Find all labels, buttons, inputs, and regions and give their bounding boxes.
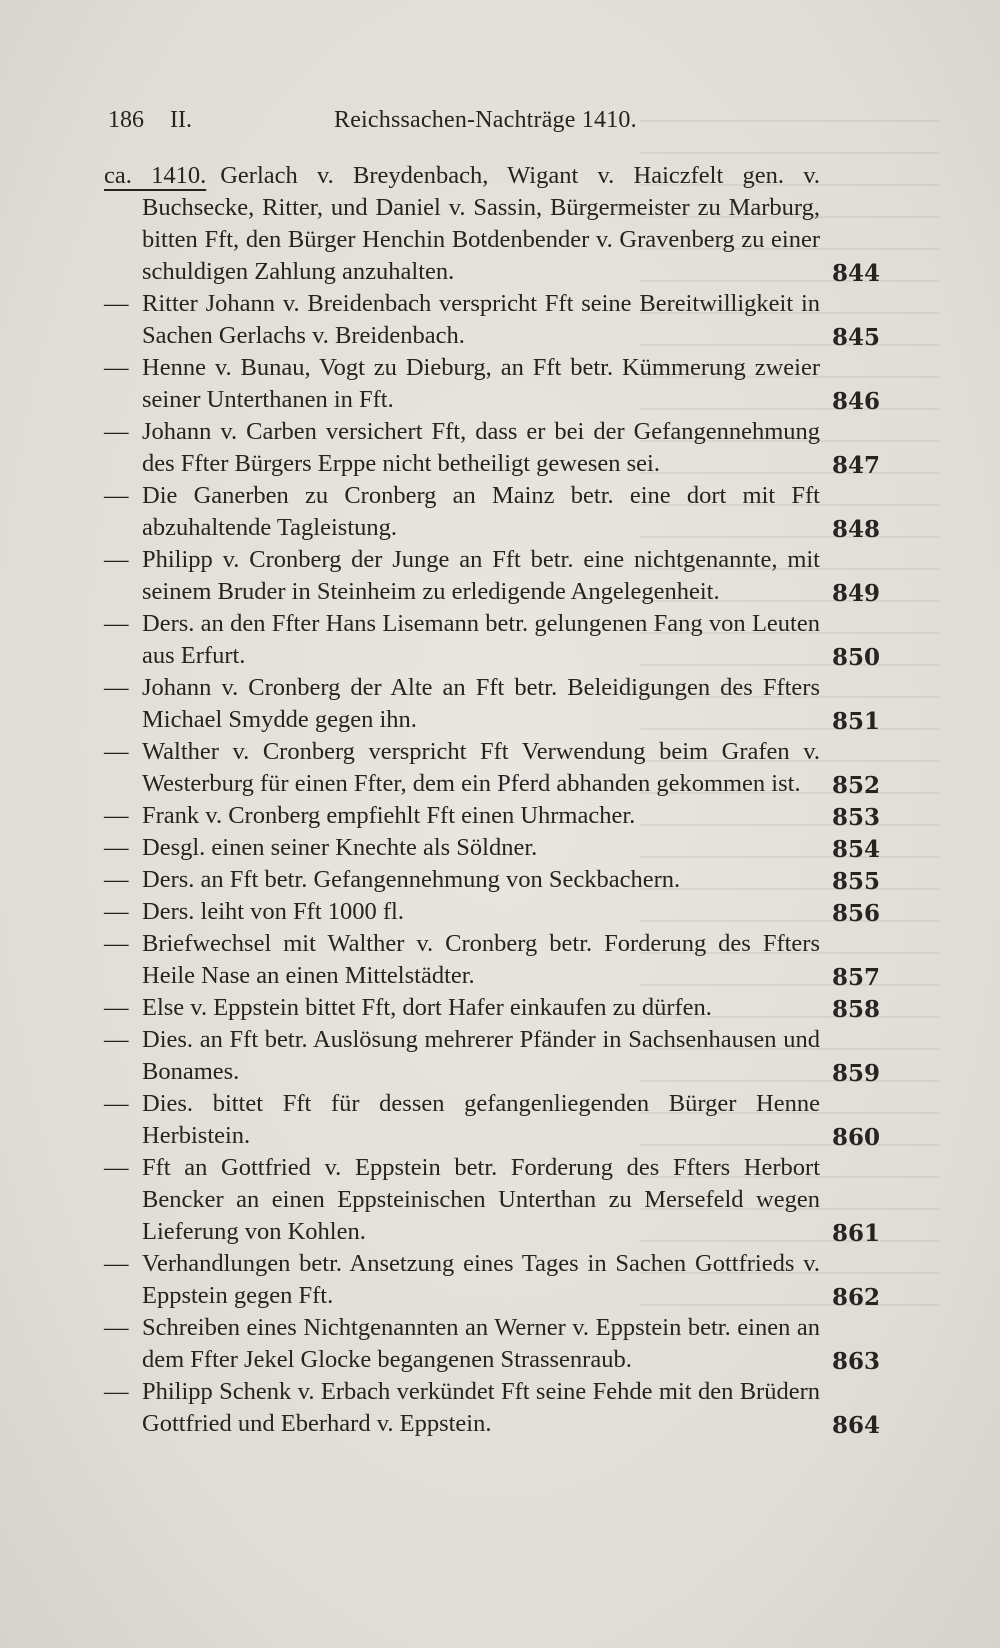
entry-text: Walther v. Cronberg verspricht Fft Verwendung beim Grafen v. Westerburg für einen Ffter, dem ein Pferd abhanden gekommen ist.	[142, 738, 820, 797]
entry-dash: —	[104, 930, 129, 957]
entry-text: Schreiben eines Nichtgenannten an Werner v. Eppstein betr. einen an dem Ffter Jekel Glocke begangenen Strassenraub.	[142, 1314, 820, 1373]
entry-text: Ders. an den Ffter Hans Lisemann betr. gelungenen Fang von Leuten aus Erfurt.	[142, 610, 820, 669]
register-entry	[104, 1152, 880, 1248]
entry-dash: —	[104, 290, 129, 317]
entry-dash: —	[104, 994, 129, 1021]
entry-number: 848	[831, 516, 880, 543]
register-entry	[104, 1088, 880, 1152]
entry-dash: —	[104, 610, 129, 637]
entry-number: 849	[831, 580, 880, 607]
entry-dash: —	[104, 834, 129, 861]
entry-dash: —	[104, 482, 129, 509]
entry-text: Else v. Eppstein bittet Fft, dort Hafer einkaufen zu dürfen.	[142, 994, 712, 1021]
entry-dash: —	[104, 1314, 129, 1341]
entry-text: Dies. an Fft betr. Auslösung mehrerer Pfänder in Sachsenhausen und Bonames.	[142, 1026, 820, 1085]
entry-dash: —	[104, 802, 129, 829]
entry-text: Philipp v. Cronberg der Junge an Fft betr. eine nichtgenannte, mit seinem Bruder in Steinheim zu erledigende Angelegenheit.	[142, 546, 820, 605]
entry-number: 851	[831, 708, 880, 735]
entry-text: Die Ganerben zu Cronberg an Mainz betr. eine dort mit Fft abzuhaltende Tagleistung.	[142, 482, 820, 541]
register-entry	[104, 672, 880, 736]
entry-number: 855	[831, 868, 880, 895]
entry-number: 845	[831, 324, 880, 351]
entry-text: Philipp Schenk v. Erbach verkündet Fft seine Fehde mit den Brüdern Gottfried und Eberhard v. Eppstein.	[142, 1378, 820, 1437]
entry-number: 854	[831, 836, 880, 863]
entry-number: 852	[831, 772, 880, 799]
entry-text: Frank v. Cronberg empfiehlt Fft einen Uhrmacher.	[142, 802, 636, 829]
entry-number: 846	[831, 388, 880, 415]
entry-dash: —	[104, 898, 129, 925]
entry-dash: —	[104, 1090, 129, 1117]
entry-number: 856	[831, 900, 880, 927]
register-entry	[104, 288, 880, 352]
page-header	[108, 103, 888, 143]
register-entry	[104, 416, 880, 480]
entry-number: 861	[831, 1220, 880, 1247]
entry-dash: —	[104, 738, 129, 765]
entry-list	[104, 160, 880, 1440]
register-entry	[104, 1248, 880, 1312]
entry-text: Ders. leiht von Fft 1000 fl.	[142, 898, 404, 925]
entry-number: 857	[831, 964, 880, 991]
entry-dash: —	[104, 866, 129, 893]
entry-dash: —	[104, 546, 129, 573]
register-entry	[104, 1024, 880, 1088]
register-entry	[104, 1312, 880, 1376]
register-entry	[104, 992, 880, 1024]
entry-number: 853	[831, 804, 880, 831]
entry-number: 863	[831, 1348, 880, 1375]
entry-number: 862	[831, 1284, 880, 1311]
entry-text: Desgl. einen seiner Knechte als Söldner.	[142, 834, 538, 861]
entry-dash: —	[104, 1026, 129, 1053]
entry-text: Verhandlungen betr. Ansetzung eines Tages in Sachen Gottfrieds v. Eppstein gegen Fft.	[142, 1250, 820, 1309]
register-entry	[104, 896, 880, 928]
register-entry	[104, 928, 880, 992]
entry-dash: —	[104, 354, 129, 381]
register-entry	[104, 832, 880, 864]
register-entry	[104, 352, 880, 416]
entry-date: ca. 1410.	[104, 162, 207, 189]
entry-number: 844	[831, 260, 880, 287]
page-number: 186	[108, 107, 144, 133]
entry-text: Gerlach v. Breydenbach, Wigant v. Haiczfelt gen. v. Buchsecke, Ritter, und Daniel v. Sassin, Bürgermeister zu Marburg, bitten Fft, den Bürger Henchin Botdenbender v. Gravenberg zu einer schuldigen Zahlung anzuhalten.	[142, 162, 821, 285]
register-entry	[104, 736, 880, 800]
register-entry	[104, 1376, 880, 1440]
entry-dash: —	[104, 418, 129, 445]
running-title: Reichssachen-Nachträge 1410.	[334, 107, 637, 133]
entry-number: 858	[831, 996, 880, 1023]
part-number: II.	[170, 107, 192, 133]
register-entry	[104, 544, 880, 608]
entry-number: 859	[831, 1060, 880, 1087]
entry-text: Johann v. Cronberg der Alte an Fft betr. Beleidigungen des Ffters Michael Smydde gegen ihn.	[142, 674, 820, 733]
entry-dash: —	[104, 1250, 129, 1277]
entry-number: 850	[831, 644, 880, 671]
entry-text: Briefwechsel mit Walther v. Cronberg betr. Forderung des Ffters Heile Nase an einen Mittelstädter.	[142, 930, 820, 989]
register-entry	[104, 160, 880, 288]
entry-number: 860	[831, 1124, 880, 1151]
entry-text: Dies. bittet Fft für dessen gefangenliegenden Bürger Henne Herbistein.	[142, 1090, 820, 1149]
entry-text: Henne v. Bunau, Vogt zu Dieburg, an Fft betr. Kümmerung zweier seiner Unterthanen in Fft.	[142, 354, 820, 413]
entry-text: Johann v. Carben versichert Fft, dass er bei der Gefangennehmung des Ffter Bürgers Erppe nicht betheiligt gewesen sei.	[142, 418, 820, 477]
entry-dash: —	[104, 1154, 129, 1181]
entry-dash: —	[104, 1378, 129, 1405]
register-entry	[104, 608, 880, 672]
entry-number: 847	[831, 452, 880, 479]
entry-text: Ders. an Fft betr. Gefangennehmung von Seckbachern.	[142, 866, 681, 893]
register-entry	[104, 800, 880, 832]
entry-text: Ritter Johann v. Breidenbach verspricht Fft seine Bereitwilligkeit in Sachen Gerlachs v. Breidenbach.	[142, 290, 820, 349]
entry-number: 864	[831, 1412, 880, 1439]
register-entry	[104, 480, 880, 544]
entry-dash: —	[104, 674, 129, 701]
register-entry	[104, 864, 880, 896]
entry-text: Fft an Gottfried v. Eppstein betr. Forderung des Ffters Herbort Bencker an einen Eppsteinischen Unterthan zu Mersefeld wegen Lieferung von Kohlen.	[142, 1154, 820, 1245]
